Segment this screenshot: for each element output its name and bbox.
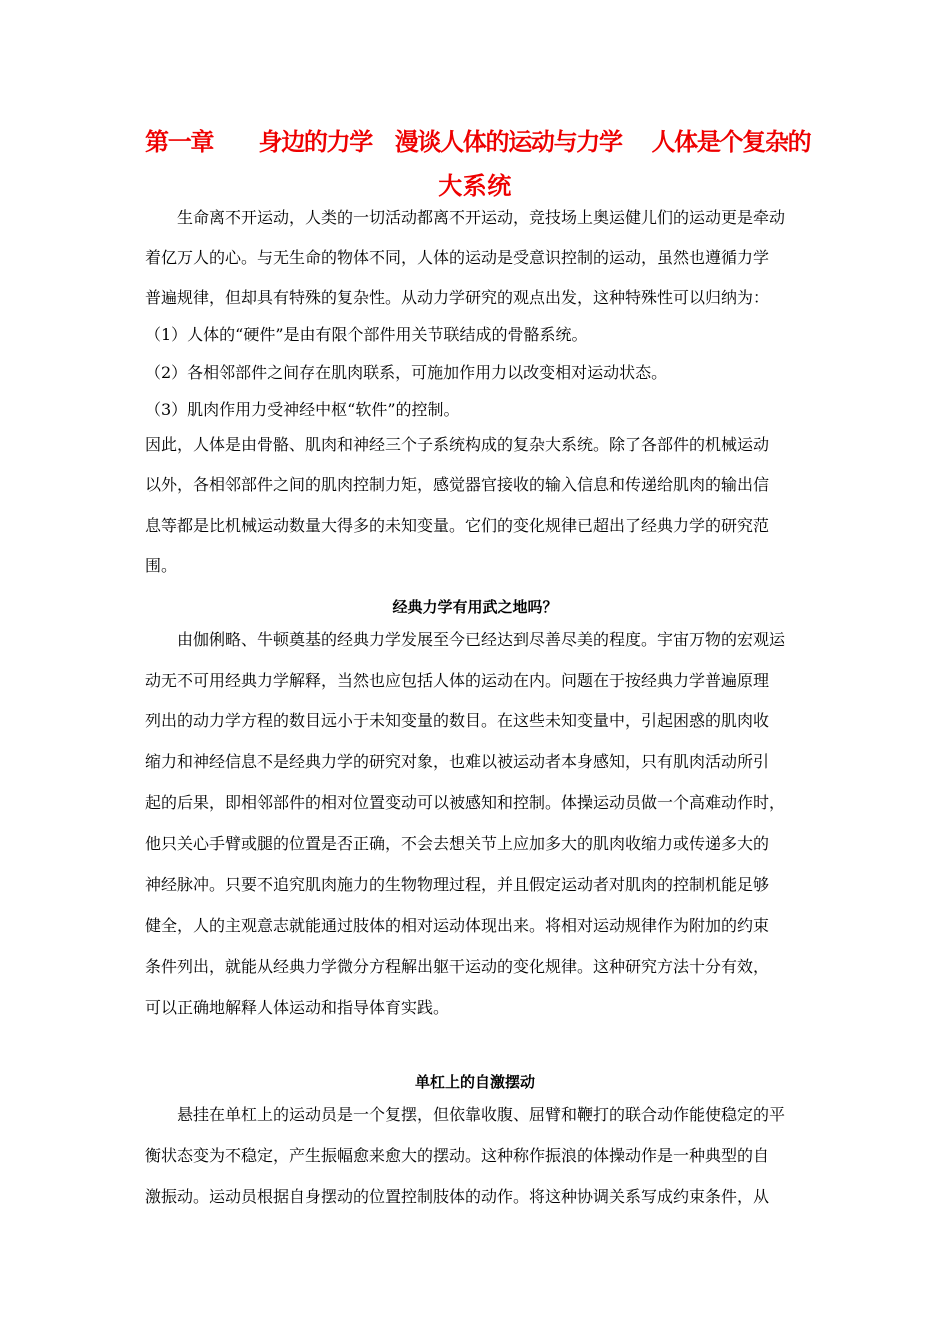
section-heading: 单杠上的自激摆动: [414, 1073, 535, 1091]
paragraph-line: 可以正确地解释人体运动和指导体育实践。: [145, 998, 450, 1017]
paragraph-line: （3）肌肉作用力受神经中枢“软件”的控制。: [145, 400, 460, 419]
paragraph-line: 他只关心手臂或腿的位置是否正确，不会去想关节上应加多大的肌肉收缩力或传递多大的: [145, 834, 770, 853]
section-heading: 经典力学有用武之地吗？: [392, 598, 558, 616]
paragraph-line: 普遍规律，但却具有特殊的复杂性。从动力学研究的观点出发，这种特殊性可以归纳为：: [145, 288, 770, 307]
paragraph-line: 生命离不开运动，人类的一切活动都离不开运动，竞技场上奥运健儿们的运动更是牵动: [145, 208, 786, 227]
paragraph-line: （1）人体的“硬件”是由有限个部件用关节联结成的骨骼系统。: [145, 325, 588, 344]
paragraph-line: 条件列出，就能从经典力学微分方程解出躯干运动的变化规律。这种研究方法十分有效，: [145, 957, 770, 976]
paragraph-line: 息等都是比机械运动数量大得多的未知变量。它们的变化规律已超出了经典力学的研究范: [145, 516, 770, 535]
paragraph-line: 因此，人体是由骨骼、肌肉和神经三个子系统构成的复杂大系统。除了各部件的机械运动: [145, 435, 770, 454]
paragraph-line: 悬挂在单杠上的运动员是一个复摆，但依靠收腹、屈臂和鞭打的联合动作能使稳定的平: [145, 1105, 786, 1124]
paragraph-line: 列出的动力学方程的数目远小于未知变量的数目。在这些未知变量中，引起困惑的肌肉收: [145, 711, 770, 730]
paragraph-line: 起的后果，即相邻部件的相对位置变动可以被感知和控制。体操运动员做一个高难动作时，: [145, 793, 786, 812]
paragraph-line: 动无不可用经典力学解释，当然也应包括人体的运动在内。问题在于按经典力学普遍原理: [145, 671, 770, 690]
paragraph-line: 神经脉冲。只要不追究肌肉施力的生物物理过程，并且假定运动者对肌肉的控制机能足够: [145, 875, 770, 894]
paragraph-line: （2）各相邻部件之间存在肌肉联系，可施加作用力以改变相对运动状态。: [145, 363, 668, 382]
paragraph-line: 缩力和神经信息不是经典力学的研究对象，也难以被运动者本身感知，只有肌肉活动所引: [145, 752, 770, 771]
paragraph-line: 围。: [145, 556, 178, 575]
paragraph-line: 着亿万人的心。与无生命的物体不同，人体的运动是受意识控制的运动，虽然也遵循力学: [145, 248, 770, 267]
chapter-title-line-2: 大系统: [438, 172, 512, 200]
paragraph-line: 衡状态变为不稳定，产生振幅愈来愈大的摆动。这种称作振浪的体操动作是一种典型的自: [145, 1146, 770, 1165]
paragraph-line: 由伽俐略、牛顿奠基的经典力学发展至今已经达到尽善尽美的程度。宇宙万物的宏观运: [145, 630, 786, 649]
paragraph-line: 激振动。运动员根据自身摆动的位置控制肢体的动作。将这种协调关系写成约束条件，从: [145, 1187, 770, 1206]
paragraph-line: 以外，各相邻部件之间的肌肉控制力矩，感觉器官接收的输入信息和传递给肌肉的输出信: [145, 475, 770, 494]
chapter-title-line-1: 第一章 身边的力学 漫谈人体的运动与力学 人体是个复杂的: [145, 128, 811, 156]
paragraph-line: 健全，人的主观意志就能通过肢体的相对运动体现出来。将相对运动规律作为附加的约束: [145, 916, 770, 935]
